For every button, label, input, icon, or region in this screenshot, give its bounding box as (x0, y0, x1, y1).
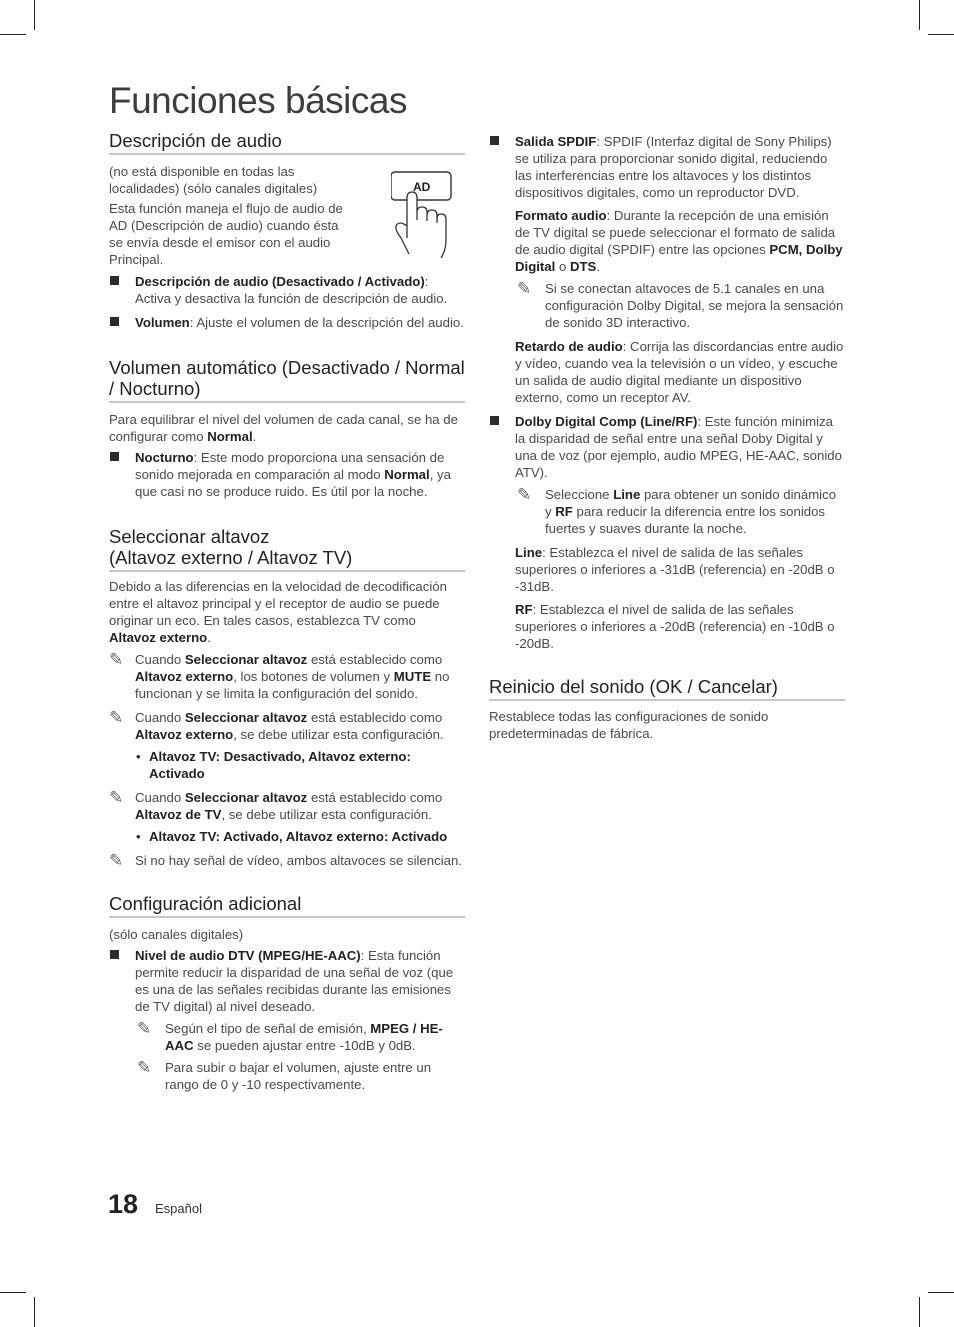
note-pencil-icon: ✎ (109, 788, 124, 807)
right-column (489, 133, 845, 742)
section-heading: Seleccionar altavoz (Altavoz externo / Altavoz TV) (109, 526, 465, 572)
sound-reset-section (489, 676, 845, 742)
note-text: Para subir o bajar el volumen, ajuste entre un rango de 0 y -10 respectivamente. (165, 1060, 432, 1092)
item-label: Nivel de audio DTV (MPEG/HE-AAC) (135, 948, 361, 963)
ad-remote-button-icon (391, 168, 471, 258)
note-pencil-icon: ✎ (137, 1019, 152, 1038)
item-label: Nocturno (135, 450, 194, 465)
footer-language: Español (155, 1201, 202, 1216)
note-pencil-icon: ✎ (137, 1058, 152, 1077)
note-pencil-icon: ✎ (517, 485, 532, 504)
page-number: 18 (108, 1189, 139, 1219)
intro-text: Esta función maneja el flujo de audio de AD (Descripción de audio) cuando ésta se envía desde el emisor con el audio Principal. (109, 201, 343, 267)
bullet-square-icon (110, 950, 119, 959)
availability-note: (sólo canales digitales) (109, 927, 244, 942)
speaker-section: Seleccionar altavoz (Altavoz externo / Altavoz TV) Debido a las diferencias en la velocidad de decodificación entre el altavoz principal y el receptor de audio se puede originar un eco. En tales casos, establezca TV como Altavoz externo. ✎ Cuando Seleccionar altavoz está establecido como Altavoz externo, los botones de volumen y MUTE no funcionan y se limita la configuración del sonido. ✎ Cuando Seleccionar altavoz está establecido como Altavoz externo, se debe utilizar esta configuración. • Altavoz TV: Desactivado, Altavoz externo: Activado ✎ Cuando Seleccionar altavoz está establecido como Altavoz de TV, se debe utilizar esta configuración. • Altavoz TV: Activado, Altavoz externo: Activado ✎ Si no hay señal de vídeo, ambos altavoces se silencian. (109, 526, 465, 869)
left-column (109, 130, 465, 1093)
item-label: Salida SPDIF (515, 134, 597, 149)
crop-mark (919, 1297, 920, 1327)
spdif-section: Salida SPDIF: SPDIF (Interfaz digital de Sony Philips) se utiliza para proporcionar sonido digital, reduciendo las interferencias entre los altavoces y los distintos dispositivos digitales, como un reproductor DVD. Formato audio: Durante la recepción de una emisión de TV digital se puede seleccionar el formato de salida de audio digital (SPDIF) entre las opciones PCM, Dolby Digital o DTS. ✎ Si se conectan altavoces de 5.1 canales en una configuración Dolby Digital, se mejora la sensación de sonido 3D interactivo. Retardo de audio: Corrija las discordancias entre audio y vídeo, cuando vea la televisión o un vídeo, y escuche un salida de audio digital mediante un dispositivo externo, como un receptor AV. (489, 133, 845, 406)
bullet-square-icon (110, 276, 119, 285)
crop-mark (919, 0, 920, 30)
item-label: Volumen (135, 315, 190, 330)
bullet-square-icon (490, 136, 499, 145)
audio-delay-text: Retardo de audio: Corrija las discordancias entre audio y vídeo, cuando vea la televisión o un vídeo, y escuche un salida de audio digital mediante un dispositivo externo, como un receptor AV. (515, 339, 844, 405)
dolby-section: Dolby Digital Comp (Line/RF): Este función minimiza la disparidad de señal entre una señal Doby Digital y una de voz (por ejemplo, audio MPEG, HE-AAC, sonido ATV). ✎ Seleccione Line para obtener un sonido dinámico y RF para reducir la diferencia entre los sonidos fuertes y suaves durante la noche. Line: Establezca el nivel de salida de las señales superiores o inferiores a -31dB (referencia) en -20dB o -31dB. RF: Establezca el nivel de salida de las señales superiores o inferiores a -20dB (referencia) en -10dB o -20dB. (489, 413, 845, 652)
intro-text: Para equilibrar el nivel del volumen de cada canal, se ha de configurar como Normal. (109, 412, 458, 444)
note-pencil-icon: ✎ (109, 650, 124, 669)
section-heading: Volumen automático (Desactivado / Normal / Nocturno) (109, 357, 465, 403)
note-pencil-icon: ✎ (517, 279, 532, 298)
ad-icon-label: AD (413, 180, 431, 194)
bullet-square-icon (110, 317, 119, 326)
note-text: Si no hay señal de vídeo, ambos altavoces se silencian. (135, 853, 462, 868)
audio-format-text: Formato audio: Durante la recepción de una emisión de TV digital se puede seleccionar el formato de salida de audio digital (SPDIF) entre las opciones PCM, Dolby Digital o DTS. (515, 208, 843, 274)
item-text: : Activa y desactiva la función de descripción de audio. (135, 274, 448, 306)
crop-mark (0, 1292, 26, 1293)
section-heading: Configuración adicional (109, 893, 465, 918)
section-heading: Reinicio del sonido (OK / Cancelar) (489, 676, 845, 701)
sub-item: Altavoz TV: Desactivado, Altavoz externo: Activado (149, 749, 411, 781)
item-label: Descripción de audio (Desactivado / Activado) (135, 274, 425, 289)
audio-description-section (109, 130, 465, 331)
bullet-dot-icon: • (136, 749, 141, 764)
crop-mark (34, 0, 35, 30)
bullet-square-icon (490, 416, 499, 425)
line-text: Line: Establezca el nivel de salida de las señales superiores o inferiores a -31dB (referencia) en -20dB o -31dB. (515, 545, 835, 594)
note-text: Si se conectan altavoces de 5.1 canales en una configuración Dolby Digital, se mejora la sensación de sonido 3D interactivo. (545, 281, 844, 330)
intro-text: Debido a las diferencias en la velocidad de decodificación entre el altavoz principal y el receptor de audio se puede originar un eco. En tales casos, establezca TV como Altavoz externo. (109, 579, 447, 645)
bullet-square-icon (110, 452, 119, 461)
sub-item: Altavoz TV: Activado, Altavoz externo: Activado (149, 829, 448, 844)
rf-text: RF: Establezca el nivel de salida de las señales superiores o inferiores a -20dB (referencia) en -10dB o -20dB. (515, 602, 835, 651)
crop-mark (34, 1297, 35, 1327)
crop-mark (0, 34, 26, 35)
crop-mark (928, 1292, 954, 1293)
page-title: Funciones básicas (109, 80, 407, 121)
note-pencil-icon: ✎ (109, 851, 124, 870)
item-text: : Ajuste el volumen de la descripción del audio. (189, 315, 464, 330)
availability-note: (no está disponible en todas las localidades) (sólo canales digitales) (109, 164, 318, 196)
crop-mark (928, 34, 954, 35)
item-label: Dolby Digital Comp (Line/RF) (515, 414, 698, 429)
section-heading: Descripción de audio (109, 130, 465, 155)
additional-settings-section: Configuración adicional (sólo canales digitales) Nivel de audio DTV (MPEG/HE-AAC): Esta función permite reducir la disparidad de una señal de voz (que es una de las señales recibidas durante las emisiones de TV digital) al nivel deseado. ✎ Según el tipo de señal de emisión, MPEG / HE-AAC se pueden ajustar entre -10dB y 0dB. ✎ Para subir o bajar el volumen, ajuste entre un rango de 0 y -10 respectivamente. (109, 893, 465, 1093)
bullet-dot-icon: • (136, 829, 141, 844)
note-pencil-icon: ✎ (109, 708, 124, 727)
reset-text: Restablece todas las configuraciones de sonido predeterminadas de fábrica. (489, 709, 769, 741)
auto-volume-section: Volumen automático (Desactivado / Normal / Nocturno) Para equilibrar el nivel del volumen de cada canal, se ha de configurar como Normal. Nocturno: Este modo proporciona una sensación de sonido mejorada en comparación al modo Normal, ya que casi no se produce ruido. Es útil por la noche. (109, 357, 465, 499)
